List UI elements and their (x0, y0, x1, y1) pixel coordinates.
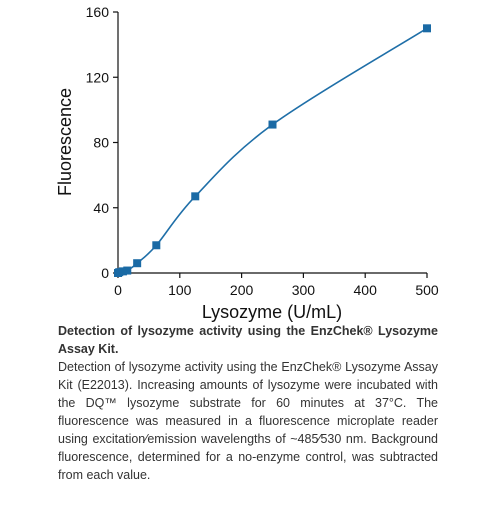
x-tick-label: 100 (168, 282, 192, 298)
data-point (123, 267, 131, 275)
data-point (152, 241, 160, 249)
x-tick-label: 400 (353, 282, 377, 298)
y-axis-label: Fluorescence (55, 87, 75, 197)
y-tick-label: 120 (85, 69, 109, 86)
x-tick-label: 300 (291, 282, 316, 298)
y-tick-label: 0 (101, 265, 109, 281)
y-tick-label: 80 (93, 134, 109, 151)
y-tick-label: 160 (85, 4, 109, 20)
caption-body: Detection of lysozyme activity using the EnzChek® Lysozyme Assay Kit (E22013). Increasing amounts of lysozyme were incubated with the DQ™ lysozyme substrate for 60 minutes at 37°C. The fluorescence was measured in a fluorescence microplate reader using excitation⁄emission wavelengths of ~485⁄530 nm. Background fluorescence, determined for a no-enzyme control, was subtracted from each value. (58, 360, 438, 482)
data-point (133, 259, 141, 267)
x-tick-label: 0 (114, 282, 122, 298)
x-axis-label: Lysozyme (U/mL) (201, 302, 343, 322)
caption-title: Detection of lysozyme activity using the EnzChek® Lysozyme Assay Kit. (58, 324, 438, 356)
data-point (191, 192, 199, 200)
x-tick-label: 500 (415, 282, 439, 298)
y-tick-label: 40 (93, 199, 109, 216)
data-point (269, 121, 277, 129)
data-point (423, 24, 431, 32)
series-line (118, 28, 427, 273)
ticks (86, 4, 439, 298)
x-tick-label: 200 (229, 282, 254, 298)
figure-caption (58, 322, 438, 484)
